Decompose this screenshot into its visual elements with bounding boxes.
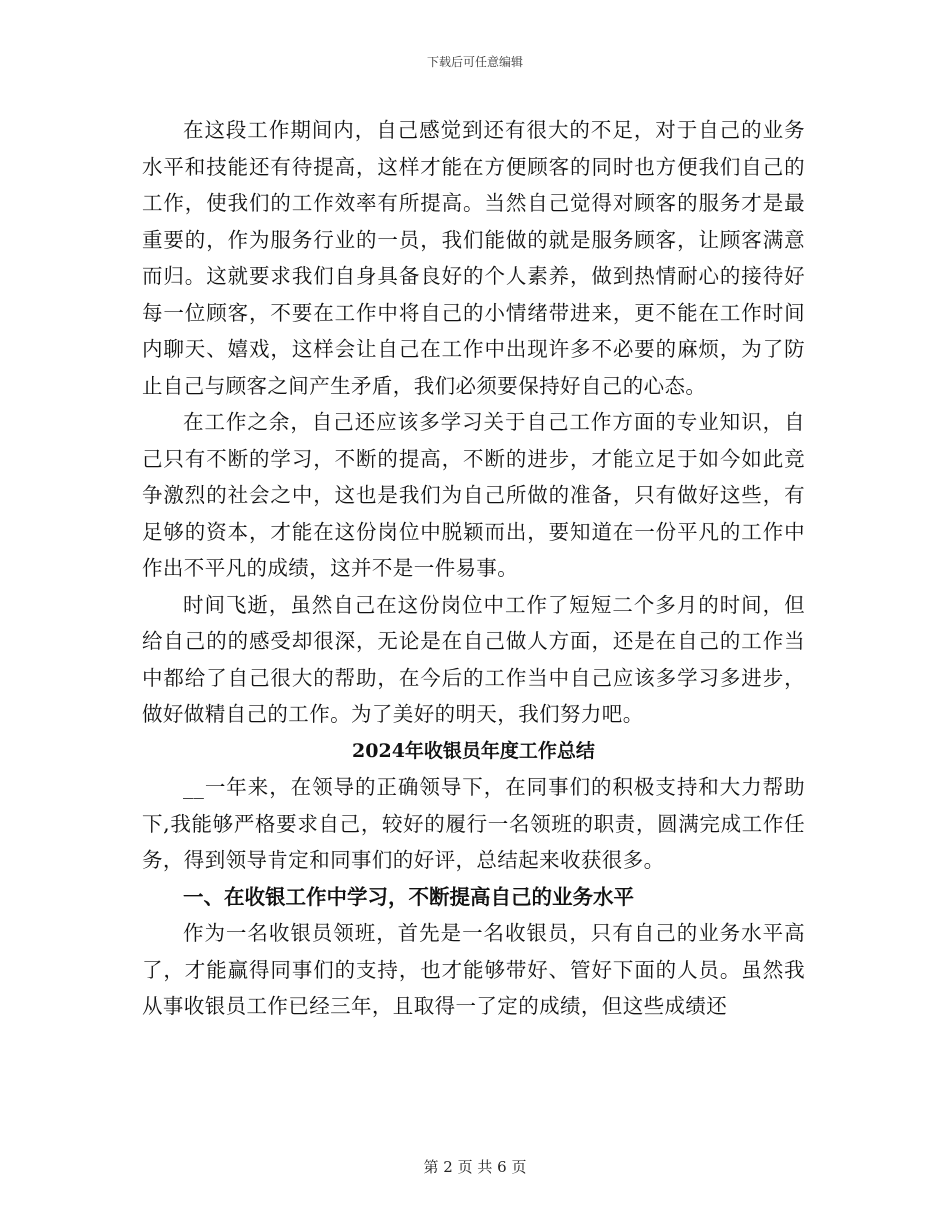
paragraph-1: 在这段工作期间内，自己感觉到还有很大的不足，对于自己的业务水平和技能还有待提高，这样才能在方便顾客的同时也方便我们自己的工作，使我们的工作效率有所提高。当然自己觉得对顾客的服务才是最重要的，作为服务行业的一员，我们能做的就是服务顾客，让顾客满意而归。这就要求我们自身具备良好的个人素养，做到热情耐心的接待好每一位顾客，不要在工作中将自己的小情绪带进来，更不能在工作时间内聊天、嬉戏，这样会让自己在工作中出现许多不必要的麻烦，为了防止自己与顾客之间产生矛盾，我们必须要保持好自己的心态。 [142, 118, 805, 398]
section-heading-1: 一、在收银工作中学习，不断提高自己的业务水平 [183, 884, 634, 909]
paragraph-5: 作为一名收银员领班，首先是一名收银员，只有自己的业务水平高了，才能赢得同事们的支持，也才能够带好、管好下面的人员。虽然我从事收银员工作已经三年，且取得一了定的成绩，但这些成绩还 [142, 921, 805, 1018]
paragraph-4: __一年来，在领导的正确领导下，在同事们的积极支持和大力帮助下,我能够严格要求自己，较好的履行一名领班的职责，圆满完成工作任务，得到领导肯定和同事们的好评，总结起来收获很多。 [142, 775, 805, 872]
page-number: 第 2 页 共 6 页 [423, 1158, 527, 1176]
paragraph-2: 在工作之余，自己还应该多学习关于自己工作方面的专业知识，自己只有不断的学习，不断的提高，不断的进步，才能立足于如今如此竞争激烈的社会之中，这也是我们为自己所做的准备，只有做好这些，有足够的资本，才能在这份岗位中脱颖而出，要知道在一份平凡的工作中作出不平凡的成绩，这并不是一件易事。 [142, 410, 805, 580]
paragraph-3: 时间飞逝，虽然自己在这份岗位中工作了短短二个多月的时间，但给自己的的感受却很深，无论是在自己做人方面，还是在自己的工作当中都给了自己很大的帮助，在今后的工作当中自己应该多学习多进步，做好做精自己的工作。为了美好的明天，我们努力吧。 [142, 592, 805, 726]
document-body [142, 112, 805, 1025]
document-title: 2024年收银员年度工作总结 [352, 739, 595, 762]
header-note: 下载后可任意编辑 [426, 55, 523, 69]
